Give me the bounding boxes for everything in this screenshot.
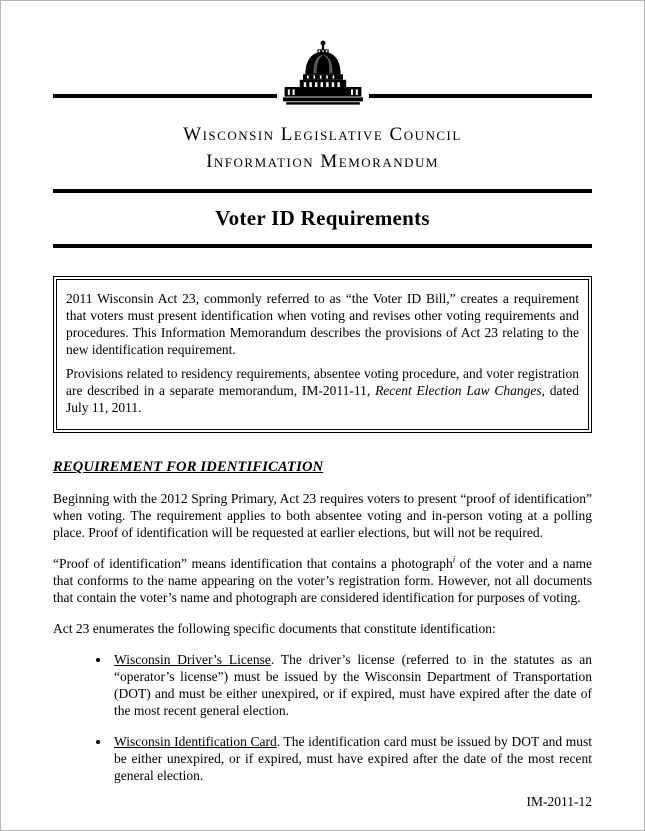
masthead xyxy=(53,37,592,111)
id-document-list xyxy=(53,651,592,784)
list-item-drivers-license xyxy=(111,651,592,719)
list-item-text: . The identification card must be issued by DOT and must be either unexpired, or if expired, must have expired after the date of the most recent general election. xyxy=(114,734,592,783)
doc-type-label: Information Memorandum xyxy=(206,151,439,172)
body-p2-text-b: of the voter and a name that conforms to the name appearing on the voter’s registration form. However, not all documents that contain the voter’s name and photograph are considered identification for purposes of voting. xyxy=(53,556,592,605)
summary-p2-date: , dated July 11, 2011. xyxy=(66,383,579,415)
body-paragraph-3: Act 23 enumerates the following specific documents that constitute identification: xyxy=(53,621,496,636)
list-item-text: . The driver’s license (referred to in the statutes as an “operator’s license”) must be issued by the Wisconsin Department of Transportation (DOT) and must be either unexpired, or if expired, must have expired after the date of the most recent general election. xyxy=(114,652,592,718)
masthead-rule-left xyxy=(53,94,277,98)
section-heading: REQUIREMENT FOR IDENTIFICATION xyxy=(53,459,324,475)
document-number: IM-2011-12 xyxy=(526,794,592,809)
body-paragraph-2 xyxy=(53,555,592,606)
endnote-reference-mark: i xyxy=(452,554,456,565)
body-p2-text-a: “Proof of identification” means identification that contains a photograph xyxy=(53,556,453,571)
summary-paragraph-1: 2011 Wisconsin Act 23, commonly referred to as “the Voter ID Bill,” creates a requirement that voters must present identification when voting and revises other voting requirements and procedures. This Information Memorandum describes the provisions of Act 23 relating to the new identification requirement. xyxy=(66,291,579,357)
title-rule-top xyxy=(53,189,592,193)
title-rule-bottom xyxy=(53,244,592,248)
capitol-building-graphic xyxy=(283,39,363,111)
list-item-label: Wisconsin Identification Card xyxy=(114,734,277,749)
summary-p2-text: Provisions related to residency requirements, absentee voting procedure, and voter registration are described in a separate memorandum, IM-2011-11, xyxy=(66,366,579,398)
capitol-building-icon xyxy=(281,39,365,111)
list-item-identification-card xyxy=(111,733,592,784)
body-paragraph-1: Beginning with the 2012 Spring Primary, Act 23 requires voters to present “proof of identification” when voting. The requirement applies to both absentee voting and in-person voting at a polling place. Proof of identification will be requested at earlier elections, but will not be required. xyxy=(53,491,592,540)
summary-box xyxy=(53,276,592,433)
list-item-label: Wisconsin Driver’s License xyxy=(114,652,271,667)
org-name: Wisconsin Legislative Council xyxy=(183,124,462,145)
page-title: Voter ID Requirements xyxy=(215,206,430,230)
summary-paragraph-2 xyxy=(66,365,579,416)
referenced-memo-title: Recent Election Law Changes xyxy=(375,383,542,398)
masthead-rule-right xyxy=(369,94,593,98)
